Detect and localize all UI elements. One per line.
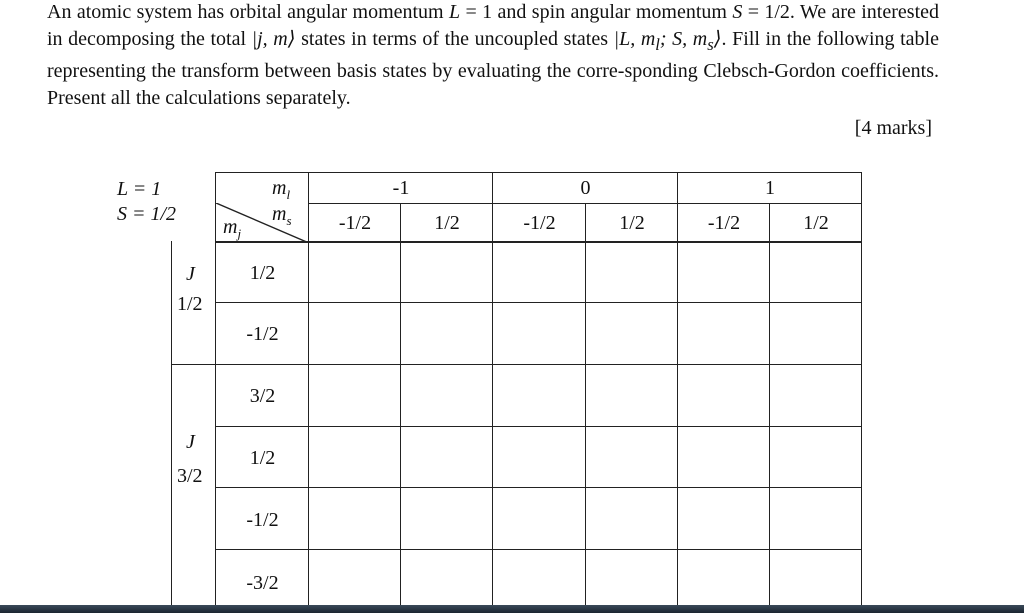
mj-row-label: 1/2 (249, 447, 276, 469)
grid-line (492, 172, 493, 605)
grid-line (215, 172, 216, 605)
grid-line (216, 241, 862, 243)
ms-header-cell: -1/2 (707, 212, 741, 234)
grid-line (400, 203, 401, 605)
grid-line (216, 487, 862, 488)
J-value: 1/2 (177, 293, 203, 315)
J-value: 3/2 (177, 465, 203, 487)
window-bottom-bar (0, 605, 1024, 613)
grid-line (216, 426, 862, 427)
grid-line (585, 203, 586, 605)
problem-statement (47, 0, 939, 111)
grid-line (677, 172, 678, 605)
grid-line (216, 549, 862, 550)
ml-label: $m_l$ (272, 177, 291, 202)
ms-header-cell: -1/2 (338, 212, 372, 234)
mj-row-label: -3/2 (246, 572, 279, 594)
grid-line (861, 172, 862, 605)
ml-header-cell: -1 (392, 177, 410, 199)
mj-label: $m_j$ (223, 216, 242, 241)
marks-label: [4 marks] (854, 117, 932, 139)
corner-L-label: L = 1 (117, 178, 162, 200)
J-label: J (186, 263, 195, 285)
grid-line (171, 241, 172, 605)
ml-header-cell: 1 (765, 177, 775, 199)
ms-header-cell: -1/2 (523, 212, 556, 234)
problem-text: An atomic system has orbital angular momentum L = 1 and spin angular momentum S = 1/2. We are interested in decomposing the total |j, m⟩ states in terms of the uncoupled states |L, $m_l$; S, $m_s⟩$. Fill in the following table representing the transform between basis states by evaluating the corre-sponding Clebsch-Gordon coefficients. Present all the calculations separately. (47, 1, 939, 109)
mj-row-label: -1/2 (246, 509, 279, 531)
mj-row-label: 3/2 (249, 385, 276, 407)
J-label: J (186, 431, 195, 453)
grid-line (216, 172, 862, 173)
grid-line (769, 203, 770, 605)
diagonal-divider (216, 203, 309, 243)
ms-label: $m_s$ (272, 203, 292, 228)
mj-row-label: 1/2 (249, 262, 276, 284)
ml-header-cell: 0 (580, 177, 591, 199)
grid-line (308, 172, 309, 605)
ms-header-cell: 1/2 (619, 212, 645, 234)
grid-line (171, 364, 862, 365)
corner-S-label: S = 1/2 (117, 203, 177, 225)
uncoupled-ket: |L, $m_l$; S, $m_s⟩$ (613, 27, 722, 54)
grid-line (216, 302, 862, 303)
mj-row-label: -1/2 (246, 323, 279, 345)
ms-header-cell: 1/2 (803, 212, 829, 234)
ms-header-cell: 1/2 (434, 212, 460, 234)
